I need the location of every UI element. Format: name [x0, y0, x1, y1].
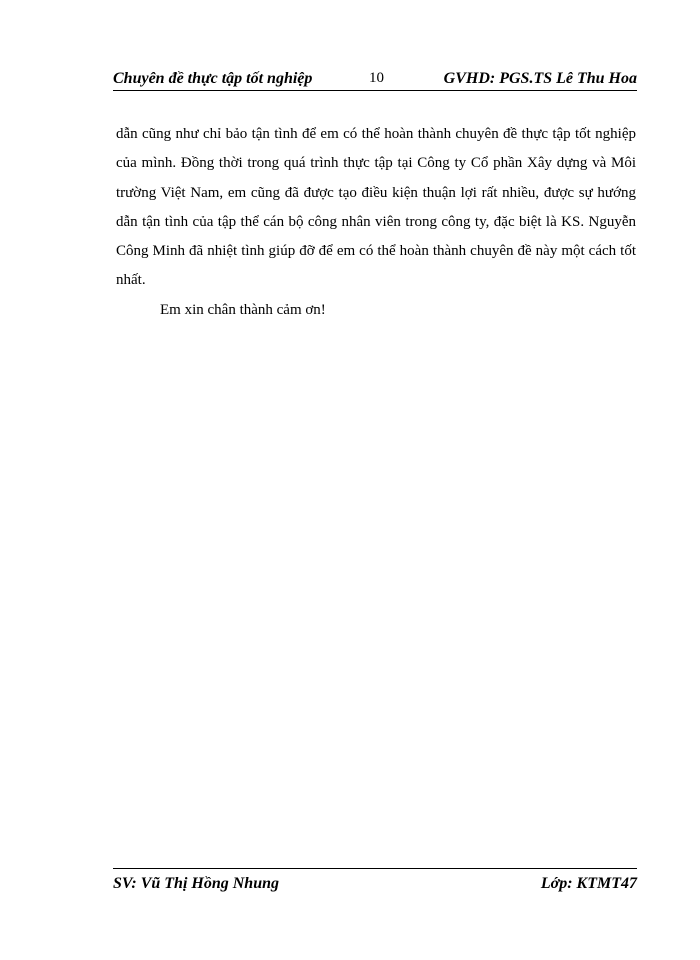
page-number: 10 — [369, 70, 384, 86]
document-title: Chuyên đề thực tập tốt nghiệp — [113, 70, 313, 87]
student-name: SV: Vũ Thị Hồng Nhung — [113, 875, 279, 892]
paragraph: dẫn cũng như chỉ bảo tận tình để em có thể hoàn thành chuyên đề thực tập tốt nghiệp của mình. Đồng thời trong quá trình thực tập tại Công ty Cổ phần Xây dựng và Môi trường Việt Nam, em cũng đã được tạo điều kiện thuận lợi rất nhiều, được sự hướng dẫn tận tình của tập thể cán bộ công nhân viên trong công ty, đặc biệt là KS. Nguyễn Công Minh đã nhiệt tình giúp đỡ để em có thể hoàn thành chuyên đề này một cách tốt nhất. — [116, 126, 636, 289]
advisor-name: GVHD: PGS.TS Lê Thu Hoa — [443, 70, 637, 87]
body-text — [116, 120, 636, 325]
class-code: Lớp: KTMT47 — [540, 875, 637, 892]
closing-line: Em xin chân thành cảm ơn! — [160, 301, 326, 318]
page-footer — [113, 868, 637, 893]
page-header — [113, 68, 637, 91]
